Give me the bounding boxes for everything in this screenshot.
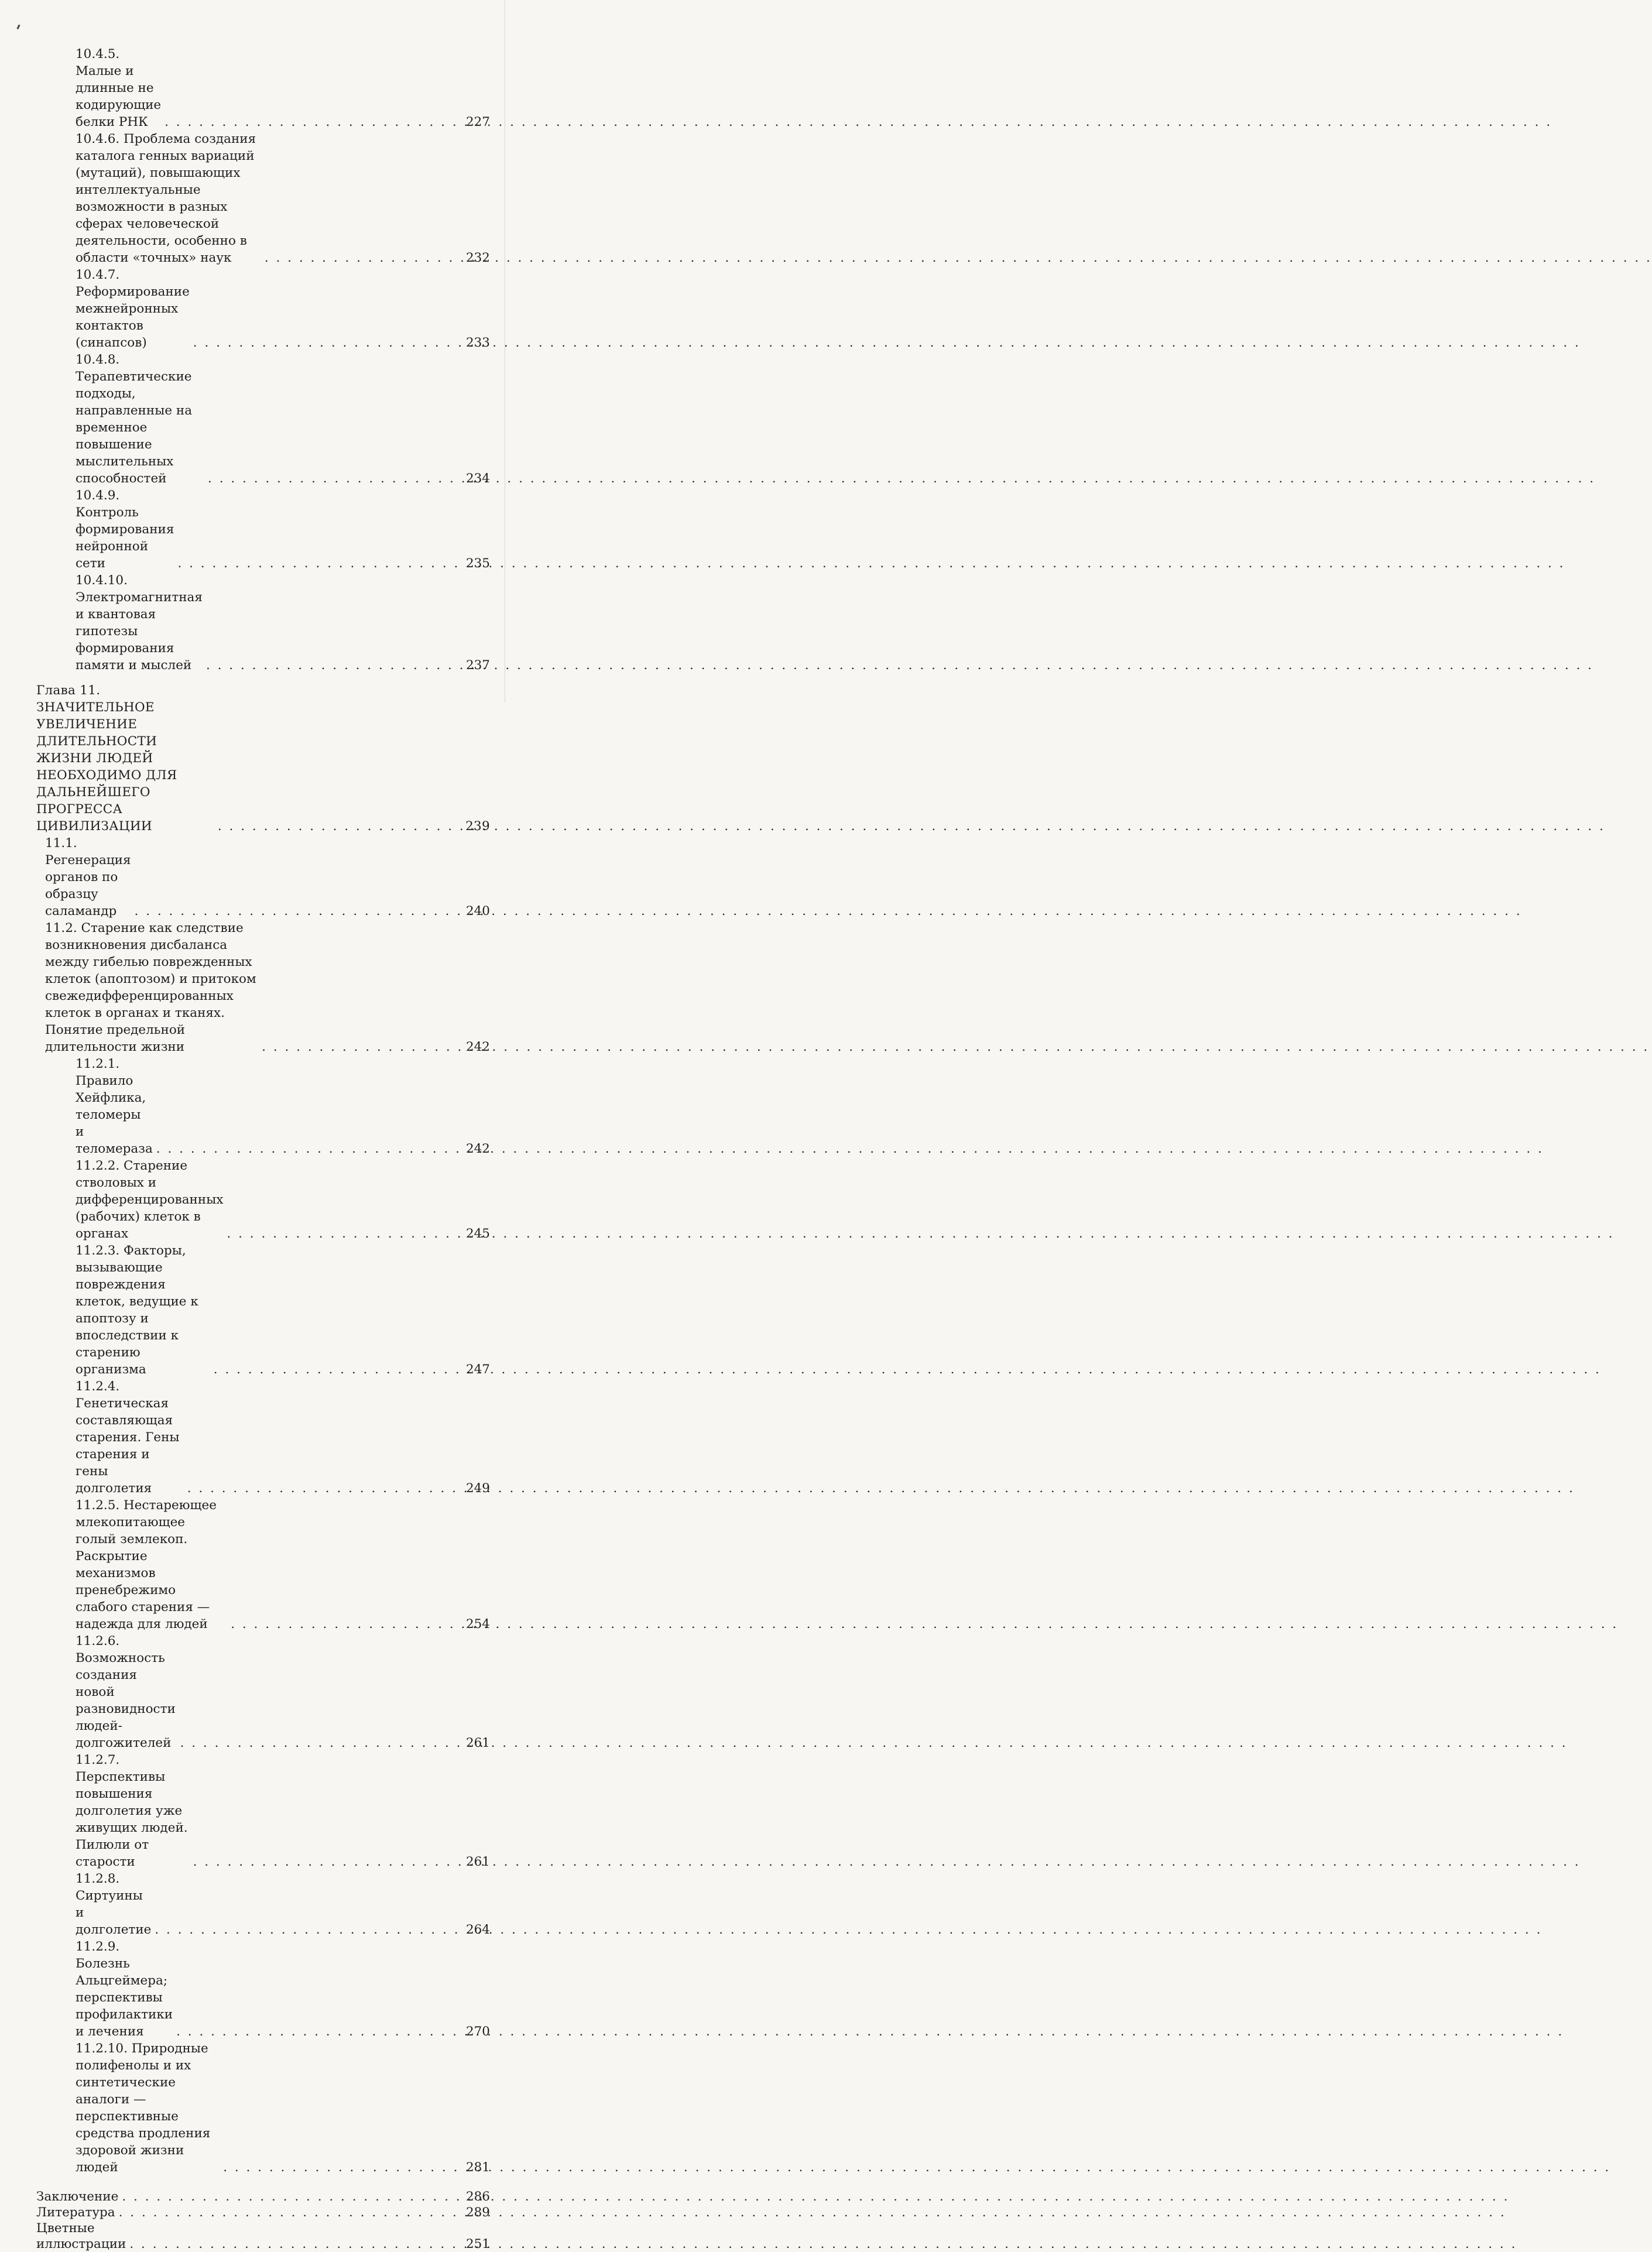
toc-entry: 10.4.9. Контроль формирования нейронной сети . . . 235: [76, 487, 490, 572]
toc-entry: 10.4.10. Электромагнитная и квантовая гипотезы формирования памяти и мыслей . . . 237: [76, 572, 490, 674]
toc-entry: 11.2.1. Правило Хейфлика, теломеры и теломераза . . . 242: [76, 1055, 490, 1157]
toc-entry: 10.4.5. Малые и длинные не кодирующие белки РНК . . . 227: [76, 46, 490, 131]
toc-entry: 10.4.7. Реформирование межнейронных контактов (синапсов) . . . 233: [76, 266, 490, 351]
toc-entry: 11.2.9. Болезнь Альцгеймера; перспективы профилактики и лечения . . . 270: [76, 1938, 490, 2040]
book-page: [0, 0, 527, 2251]
toc-entry-conclusion: Заключение . . . 286: [36, 2189, 490, 2205]
table-of-contents: [36, 46, 490, 2252]
toc-entry-color-illustrations: Цветные иллюстрации . . . 251: [36, 2220, 490, 2252]
back-matter: [36, 2189, 490, 2252]
toc-entry: 11.2.7. Перспективы повышения долголетия уже живущих людей. Пилюли от старости . . . 261: [76, 1751, 490, 1870]
toc-entry: 11.2.6. Возможность создания новой разновидности людей-долгожителей . . . 261: [76, 1633, 490, 1751]
toc-entry: 11.2.3. Факторы, вызывающие повреждения клеток, ведущие к апоптозу и впоследствии к старению организма . . . 247: [76, 1242, 490, 1378]
toc-entry: 10.4.6. Проблема создания каталога генных вариаций (мутаций), повышающих интеллектуальные возможности в разных сферах человеческой деятельности, особенно в области «точных» наук . . . 232: [76, 131, 490, 266]
chapter-heading: Глава 11. ЗНАЧИТЕЛЬНОЕ УВЕЛИЧЕНИЕ ДЛИТЕЛЬНОСТИ ЖИЗНИ ЛЮДЕЙ НЕОБХОДИМО ДЛЯ ДАЛЬНЕЙШЕГО ПРОГРЕССА ЦИВИЛИЗАЦИИ . . . 239: [36, 682, 490, 835]
toc-entry-literature: Литература . . . 289: [36, 2205, 490, 2220]
toc-entry: 10.4.8. Терапевтические подходы, направленные на временное повышение мыслительных способностей . . . 234: [76, 351, 490, 487]
toc-entry: 11.1. Регенерация органов по образцу саламандр . . . 240: [45, 835, 490, 920]
toc-entry: 11.2.5. Нестареющее млекопитающее голый землекоп. Раскрытие механизмов пренебрежимо слабого старения — надежда для людей . . . 254: [76, 1497, 490, 1633]
toc-entry: 11.2.10. Природные полифенолы и их синтетические аналоги — перспективные средства продления здоровой жизни людей . . . 281: [76, 2040, 490, 2176]
toc-entry: 11.2. Старение как следствие возникновения дисбаланса между гибелью поврежденных клеток (апоптозом) и притоком свежедифференцированных клеток в органах и тканях. Понятие предельной длительности жизни . . . 242: [45, 920, 490, 1055]
toc-entry: 11.2.8. Сиртуины и долголетие . . . 264: [76, 1870, 490, 1938]
toc-entry: 11.2.2. Старение стволовых и дифференцированных (рабочих) клеток в органах . . . 245: [76, 1157, 490, 1242]
ink-mark: [16, 25, 20, 30]
toc-entry: 11.2.4. Генетическая составляющая старения. Гены старения и гены долголетия . . . 249: [76, 1378, 490, 1497]
